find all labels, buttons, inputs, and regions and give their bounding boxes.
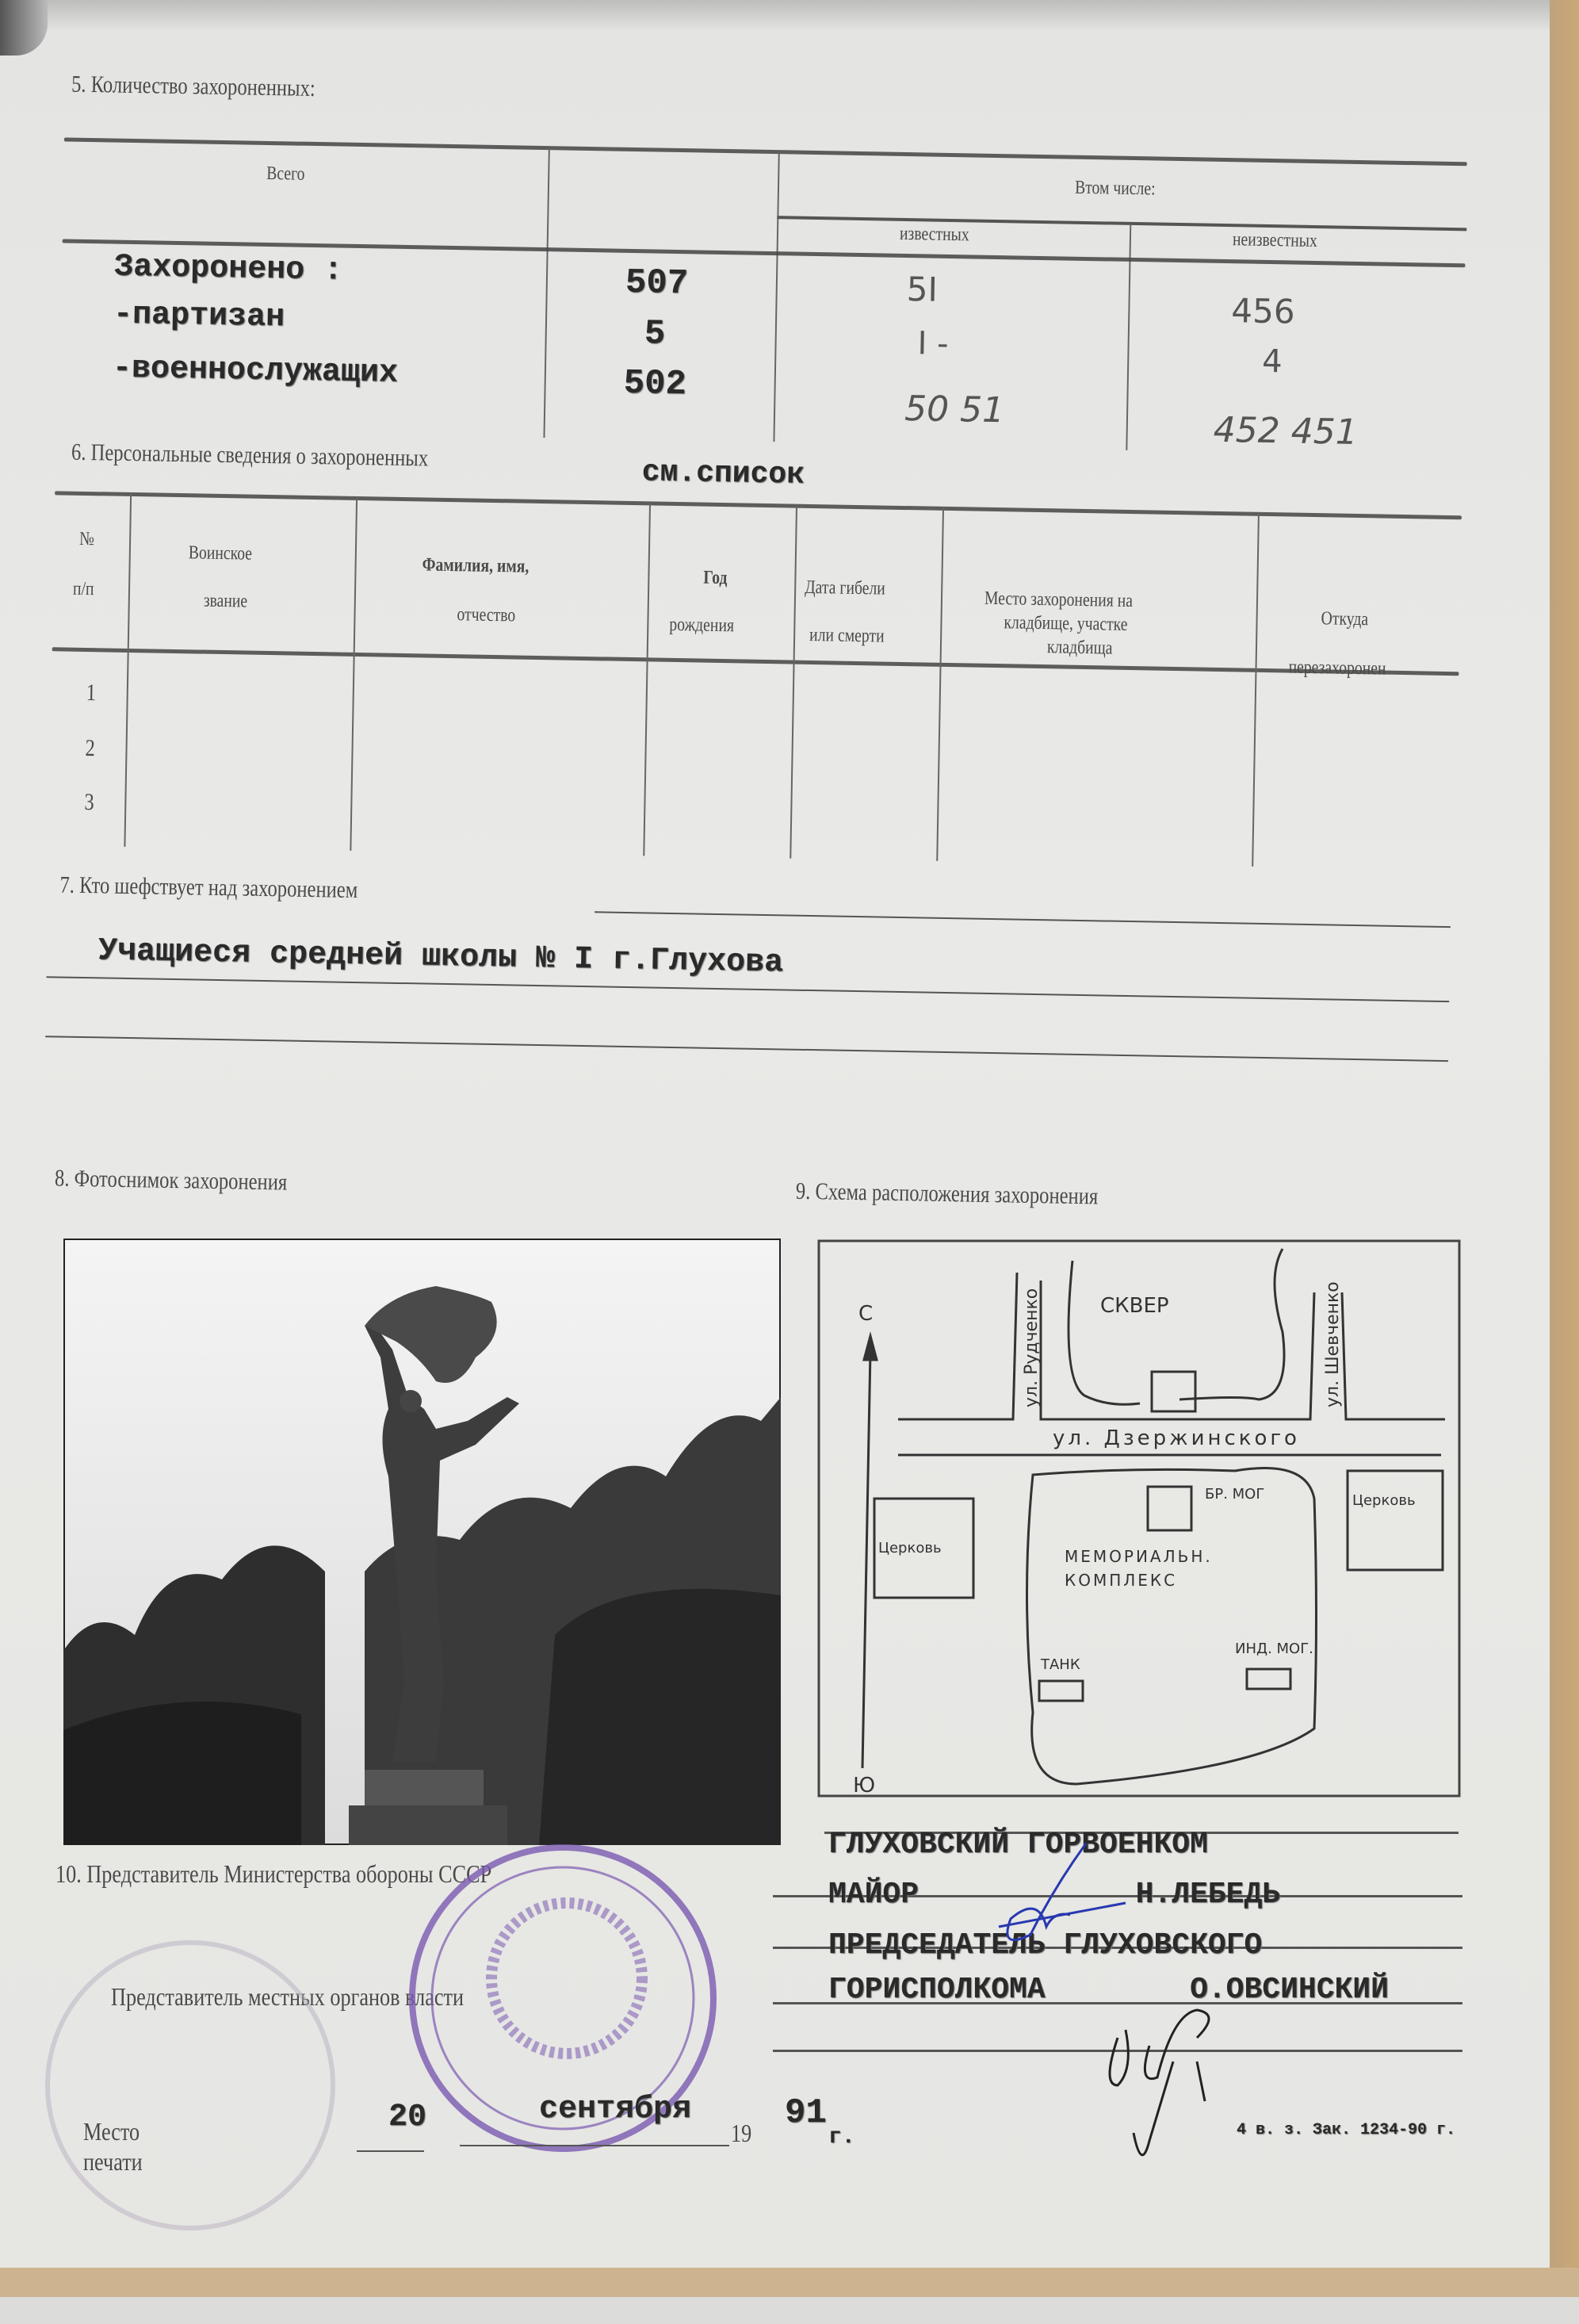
total-value: 502 [623,363,687,405]
header-death: Дата гибели [804,576,886,599]
section7-title: 7. Кто шефствует над захоронением [59,871,358,904]
map-street-left: ул. Рудченко [1022,1288,1042,1407]
date-century: 19 [731,2119,752,2147]
known-value: 50 51 [904,388,1005,431]
section6-note: см.список [641,455,805,492]
header-from: перезахоронен [1288,657,1386,680]
known-value: I - [917,325,949,362]
section6-title: 6. Персональные сведения о захороненных [71,438,429,472]
divider [64,137,1467,166]
handwritten-signatures [935,1840,1348,2157]
map-north: С [858,1302,874,1326]
header-including: Втом числе: [1074,177,1156,200]
row-number: 1 [86,680,97,706]
map-street-main: ул. Дзержинского [1053,1426,1300,1450]
header-num: п/п [72,578,94,600]
signatory-line: ГЛУХОВСКИЙ ГОРВОЕНКОМ [828,1828,1208,1862]
header-place: кладбище, участке [1004,612,1128,635]
header-birth: Год [703,567,728,589]
print-info: 4 в. з. Зак. 1234-90 г. [1237,2121,1456,2139]
header-from: Откуда [1321,608,1369,630]
signatory-line: МАЙОР Н.ЛЕБЕДЬ [828,1878,1281,1912]
header-death: или смерти [809,624,885,647]
row-label: -военнослужащих [112,350,399,392]
section9-title: 9. Схема расположения захоронения [795,1177,1099,1210]
seal-place-label: печати [83,2147,143,2176]
section8-title: 8. Фотоснимок захоронения [54,1165,288,1196]
divider [643,503,651,856]
divider [124,494,132,847]
divider [52,647,1459,676]
map-south: Ю [853,1774,876,1798]
map-tank: ТАНК [1041,1656,1080,1673]
unknown-value: 4 [1261,343,1283,381]
divider [773,152,779,442]
map-square: СКВЕР [1100,1294,1169,1318]
date-suffix: г. [828,2125,855,2150]
header-num: № [78,528,95,550]
header-name: отчество [457,604,516,626]
map-memorial: КОМПЛЕКС [1065,1571,1178,1590]
header-birth: рождения [669,614,735,637]
divider [55,491,1462,519]
memorial-photo [63,1239,781,1845]
total-value: 507 [625,262,689,304]
local-representative-label: Представитель местных органов власти [111,1982,465,2011]
row-label: Захоронено : [113,249,343,289]
signatory-line: ПРЕДСЕДАТЕЛЬ ГЛУХОВСКОГО [828,1928,1263,1962]
map-street-right: ул. Шевченко [1323,1281,1343,1407]
date-year: 91 [785,2093,827,2133]
map-church-left: Церковь [878,1540,942,1556]
date-underline [357,2150,424,2152]
map-mass-grave: БР. МОГ [1205,1486,1265,1503]
section5-title: 5. Количество захороненных: [71,71,316,101]
underline [45,1036,1448,1062]
seal-place-label: Место [83,2117,140,2146]
signatory-line: ГОРИСПОЛКОМА О.ОВСИНСКИЙ [828,1973,1389,2007]
header-place: Место захоронения на [984,588,1134,612]
header-rank: Воинское [188,542,253,565]
header-name: Фамилия, имя, [422,554,530,577]
date-month: сентября [539,2092,692,2127]
patron-value: Учащиеся средней школы № I г.Глухова [97,933,784,982]
header-place: кладбища [1046,637,1113,659]
date-day: 20 [388,2100,427,2135]
total-value: 5 [644,314,666,354]
divider [543,148,549,438]
faded-stamp [32,1927,365,2244]
underline [595,911,1451,928]
header-rank: звание [203,590,248,612]
header-known: известных [899,223,969,246]
unknown-value: 452 451 [1213,409,1359,453]
map-church-right: Церковь [1352,1492,1416,1509]
location-map [815,1237,1465,1801]
row-label: -партизан [113,297,285,336]
divider [790,506,797,859]
row-number: 3 [84,789,94,816]
map-individual-grave: ИНД. МОГ. [1235,1641,1313,1657]
row-number: 2 [85,735,96,762]
mod-representative-label: 10. Представитель Министерства обороны СССР [55,1859,492,1888]
divider [350,498,357,851]
unknown-value: 456 [1230,291,1295,331]
divider [936,508,944,861]
north-south-arrow [862,1352,870,1768]
divider [1252,514,1260,867]
header-total: Всего [266,163,305,185]
header-unknown: неизвестных [1232,229,1318,252]
date-underline [460,2145,729,2146]
map-memorial: МЕМОРИАЛЬН. [1065,1547,1213,1566]
known-value: 5I [906,270,939,309]
divider [777,216,1466,231]
